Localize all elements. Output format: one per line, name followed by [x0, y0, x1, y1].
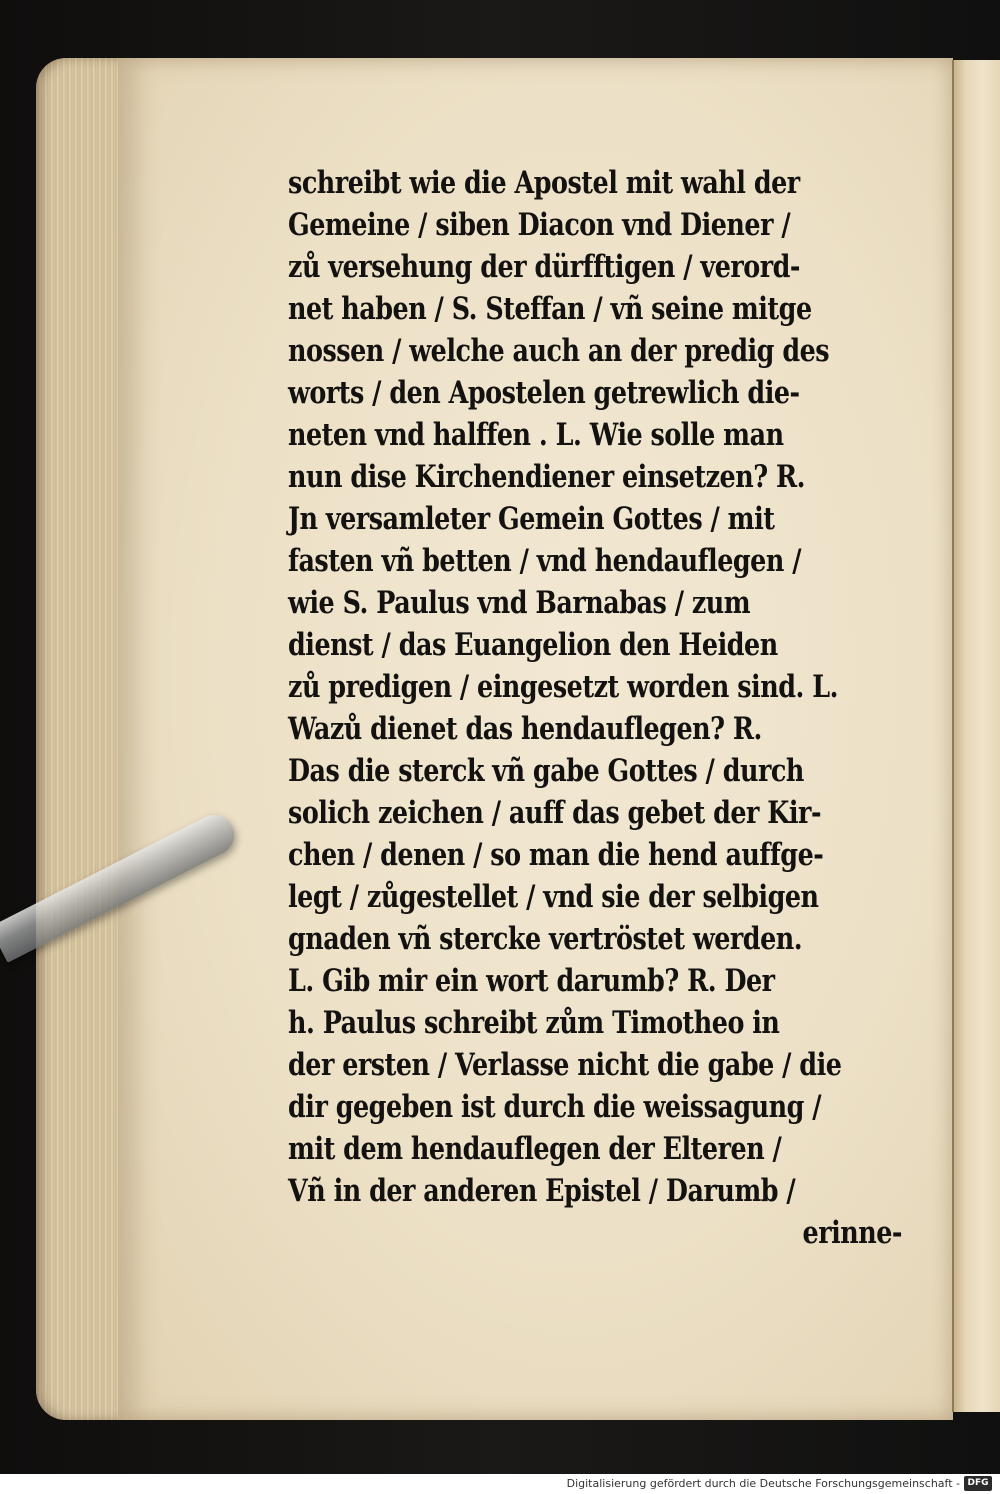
text-line: L. Gib mir ein wort darumb? R. Der — [288, 963, 775, 999]
text-line: schreibt wie die Apostel mit wahl der — [288, 165, 800, 201]
dfg-logo-icon: DFG — [964, 1476, 992, 1491]
text-line: Das die sterck vñ gabe Gottes / durch — [288, 753, 804, 789]
text-line: der ersten / Verlasse nicht die gabe / die — [288, 1047, 842, 1083]
catchword: erinne- — [802, 1215, 902, 1251]
text-line: net haben / S. Steffan / vñ seine mitge — [288, 291, 812, 327]
text-line: zů versehung der dürfftigen / verord- — [288, 249, 800, 285]
footer-bar — [0, 1474, 1000, 1494]
text-line: nun dise Kirchendiener einsetzen? R. — [288, 459, 805, 495]
text-line: mit dem hendauflegen der Elteren / — [288, 1131, 782, 1167]
text-line: gnaden vñ stercke vertröstet werden. — [288, 921, 803, 957]
text-line: Jn versamleter Gemein Gottes / mit — [288, 501, 775, 537]
text-line: legt / zůgestellet / vnd sie der selbigen — [288, 879, 819, 915]
text-line: fasten vñ betten / vnd hendauflegen / — [288, 543, 801, 579]
text-line: solich zeichen / auff das gebet der Kir- — [288, 795, 822, 831]
text-line: zů predigen / eingesetzt worden sind. L. — [288, 669, 838, 705]
page-text — [288, 162, 902, 1254]
text-line: wie S. Paulus vnd Barnabas / zum — [288, 585, 751, 621]
text-line: chen / denen / so man die hend auffge- — [288, 837, 824, 873]
text-line: nossen / welche auch an der predig des — [288, 333, 830, 369]
text-line: worts / den Apostelen getrewlich die- — [288, 375, 800, 411]
text-line: Gemeine / siben Diacon vnd Diener / — [288, 207, 791, 243]
text-line: Vñ in der anderen Epistel / Darumb / — [288, 1173, 796, 1209]
facing-page-edge — [952, 60, 1000, 1412]
text-line: neten vnd halffen . L. Wie solle man — [288, 417, 784, 453]
text-line: dienst / das Euangelion den Heiden — [288, 627, 778, 663]
text-line: dir gegeben ist durch die weissagung / — [288, 1089, 822, 1125]
text-line: h. Paulus schreibt zům Timotheo in — [288, 1005, 780, 1041]
text-line: Wazů dienet das hendauflegen? R. — [288, 711, 762, 747]
footer-credit: Digitalisierung gefördert durch die Deutsche Forschungsgemeinschaft - — [566, 1477, 960, 1490]
